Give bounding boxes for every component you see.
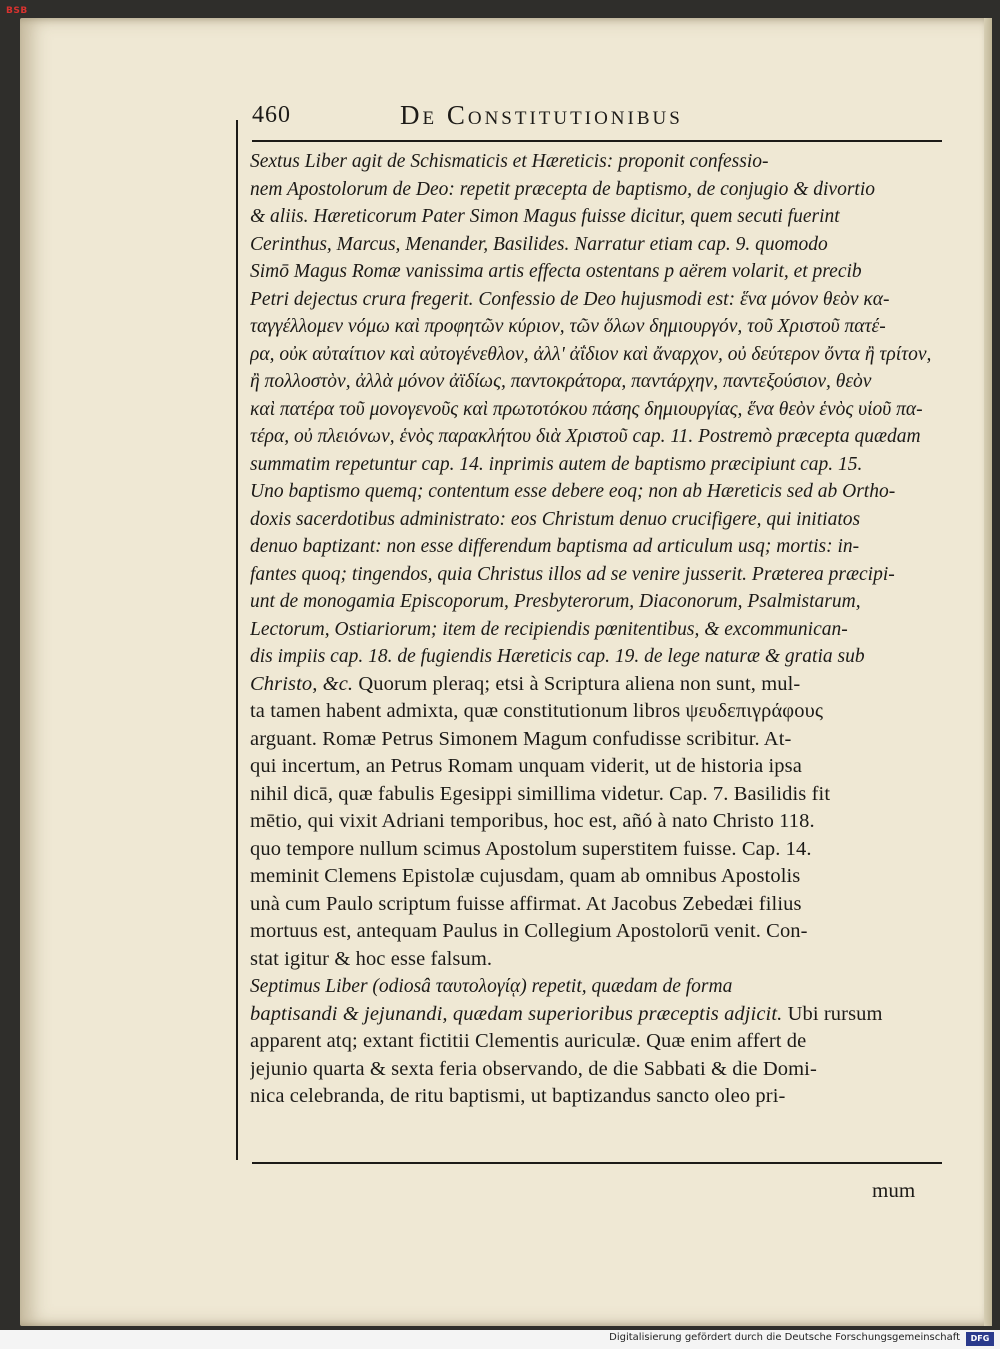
text-line: ρα, οὐκ αὐταίτιον καὶ αὐτογένεθλον, ἀλλ' ἀΐδιον καὶ ἄναρχον, οὐ δεύτερον ὄντα ἢ τρίτον, <box>250 343 932 365</box>
roman-segment: Quorum pleraq; etsi à Scriptura aliena non sunt, mul- <box>353 672 801 695</box>
text-line: fantes quoq; tingendos, quia Christus illos ad se venire jusserit. Præterea præcipi- <box>250 563 895 585</box>
text-line: unt de monogamia Episcoporum, Presbyterorum, Diaconorum, Psalmistarum, <box>250 591 861 612</box>
text-line: denuo baptizant: non esse differendum baptisma ad articulum usq; mortis: in- <box>250 536 860 557</box>
text-line: Petri dejectus crura fregerit. Confessio de Deo hujusmodi est: ἕνα μόνον θεὸν κα- <box>250 288 890 310</box>
page-number: 460 <box>252 102 291 128</box>
text-line: Cerinthus, Marcus, Menander, Basilides. Narratur etiam cap. 9. quomodo <box>250 233 828 255</box>
text-line: unà cum Paulo scriptum fuisse affirmat. At Jacobus Zebedæi filius <box>250 892 802 915</box>
text-line: mētio, qui vixit Adriani temporibus, hoc est, añó à nato Christo 118. <box>250 810 815 832</box>
text-line: dis impiis cap. 18. de fugiendis Hæreticis cap. 19. de lege naturæ & gratia sub <box>250 646 865 667</box>
text-line: qui incertum, an Petrus Romam unquam viderit, ut de historia ipsa <box>250 755 802 777</box>
page-edge <box>984 18 992 1326</box>
italic-segment: Christo, &c. <box>250 672 354 695</box>
text-line: τέρα, οὐ πλειόνων, ἑνὸς παρακλήτου διὰ Χριστοῦ cap. 11. Postremò præcepta quædam <box>250 426 921 447</box>
text-line: doxis sacerdotibus administrato: eos Christum denuo crucifigere, qui initiatos <box>250 508 861 530</box>
text-line: arguant. Romæ Petrus Simonem Magum confudisse scribitur. At- <box>250 727 792 750</box>
text-line: & aliis. Hæreticorum Pater Simon Magus fuisse dicitur, quem secuti fuerint <box>250 206 840 227</box>
text-line: Lectorum, Ostiariorum; item de recipiendis pœnitentibus, & excommunican- <box>250 618 848 640</box>
footer-credit: Digitalisierung gefördert durch die Deutsche Forschungsgemeinschaft <box>609 1332 960 1343</box>
body-text <box>250 148 950 1111</box>
text-line: mortuus est, antequam Paulus in Collegium Apostolorū venit. Con- <box>250 920 808 942</box>
text-line: apparent atq; extant fictitii Clementis auriculæ. Quæ enim affert de <box>250 1030 807 1052</box>
text-line <box>250 1001 950 1029</box>
bottom-rule <box>252 1162 942 1164</box>
running-head: De Constitutionibus <box>400 100 683 130</box>
italic-segment: baptisandi & jejunandi, quædam superioribus præceptis adjicit. <box>250 1002 783 1025</box>
text-line: ἢ πολλοστὸν, ἀλλὰ μόνον ἀϊδίως, παντοκράτορα, παντάρχην, παντεξούσιον, θεὸν <box>250 371 872 392</box>
text-line: nihil dicā, quæ fabulis Egesippi simillima videtur. Cap. 7. Basilidis fit <box>250 782 831 805</box>
text-line: Uno baptismo quemq; contentum esse debere eoq; non ab Hæreticis sed ab Ortho- <box>250 481 896 502</box>
catchword: mum <box>872 1178 916 1202</box>
left-margin-rule <box>236 120 238 1160</box>
text-line: quo tempore nullum scimus Apostolum superstitem fuisse. Cap. 14. <box>250 837 812 860</box>
text-line: meminit Clemens Epistolæ cujusdam, quam ab omnibus Apostolis <box>250 865 801 887</box>
dfg-logo: DFG <box>966 1332 994 1346</box>
text-line: stat igitur & hoc esse falsum. <box>250 947 493 970</box>
text-line: jejunio quarta & sexta feria observando, de die Sabbati & die Domi- <box>250 1057 817 1080</box>
footer-bar <box>0 1330 1000 1349</box>
text-line: Simō Magus Romæ vanissima artis effecta ostentans p aërem volarit, et precib <box>250 261 862 282</box>
page-header <box>252 100 942 142</box>
text-line: Septimus Liber (odiosâ ταυτολογίᾳ) repetit, quædam de forma <box>250 976 733 997</box>
text-line: nica celebranda, de ritu baptismi, ut baptizandus sancto oleo pri- <box>250 1085 786 1107</box>
text-line: summatim repetuntur cap. 14. inprimis autem de baptismo præcipiunt cap. 15. <box>250 453 863 475</box>
roman-segment: Ubi rursum <box>782 1002 883 1025</box>
text-line: ta tamen habent admixta, quæ constitutionum libros ψευδεπιγράφους <box>250 700 824 722</box>
text-line: nem Apostolorum de Deo: repetit præcepta de baptismo, de conjugio & divortio <box>250 178 875 200</box>
text-line: καὶ πατέρα τοῦ μονογενοῦς καὶ πρωτοτόκου πάσης δημιουργίας, ἕνα θεὸν ἑνὸς υἱοῦ πα- <box>250 398 923 420</box>
text-line: Sextus Liber agit de Schismaticis et Hæreticis: proponit confessio- <box>250 151 769 172</box>
library-logo: BSB <box>6 6 28 16</box>
text-line <box>250 671 950 699</box>
text-line: ταγγέλλομεν νόμω καὶ προφητῶν κύριον, τῶν ὅλων δημιουργόν, τοῦ Χριστοῦ πατέ- <box>250 316 886 337</box>
